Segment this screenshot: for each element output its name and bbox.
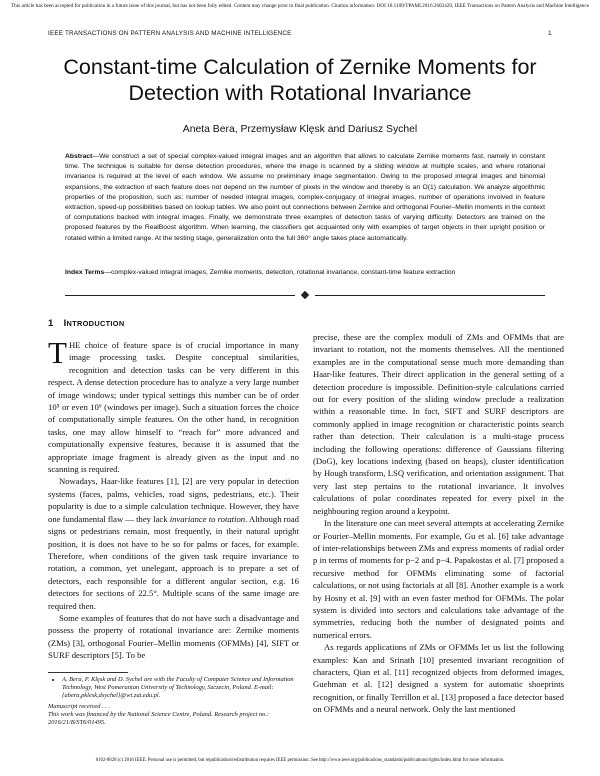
intro-paragraph-2 [48,475,299,611]
footnotes [48,676,299,727]
abstract [65,152,545,244]
section-title-rest: NTRODUCTION [66,319,125,328]
index-terms [65,268,545,278]
intro-paragraph-4: precise, these are the complex moduli of ZMs and OFMMs that are invariant to rotation, not the moments themselves. All the mentioned examples are in the computational sense much more demanding than Haar-like features. Their direct application in the general setting of a detection procedure is impossible. Definition-style calculations carried out for every position of the sliding window preclude a realization within a reasonable time. In fact, SIFT and SURF descriptors are commonly applied in image recognition or characteristic points search rather than detection. Their calculation is a multi-stage process including the following operations: difference of Gaussians filtering (DoG), key locations indexing (based on heaps), cluster identification by Hough transform, LSQ verification, and orientation assignment. That very last step pertains to the rotational invariance. It involves calculations of polar coordinates repeated for every pixel in the neighbouring region around a keypoint. [313,332,564,516]
section-heading [48,318,124,329]
intro-paragraph-2-text-b: . Although road signs or pedestrians remain, most frequently, in their natural upright position, it is does not have to be so for palms or faces, for example. Therefore, when conditions of the given task require invariance to rotation, a common, yet unelegant, approach is to prepare a set of detectors, each responsible for a different angular section, e.g. 16 detectors for sections of 22.5°. Multiple scans of the same image are required then. [48,513,299,611]
manuscript-note: Manuscript received . . . [48,702,111,710]
diamond-icon [301,291,309,299]
divider-line-right [315,295,545,296]
publication-notice: This article has been accepted for publication in a future issue of this journal, but has not been fully edited. Content may change prior to final publication. Citation information: DOI 10.1109/TPAMI.2016.2603429, IEEE Transactions on Pattern Analysis and Machine Intelligence [10,3,590,9]
paper-title: Constant-time Calculation of Zernike Moments for Detection with Rotational Invariance [63,55,537,105]
intro-paragraph-1-text: HE choice of feature space is of crucial importance in many image processing tasks. Despite conceptual similarities, recognition and detection tasks can be very different in this respect. A dense detection procedure has to analyze a very large number of image windows; under typical settings this number can be of order 10⁵ or even 10⁶ (windows per image). Such a situation forces the choice of computationally simple features. On the other hand, in recognition tasks, one may allow himself to “reach for” more advanced and computationally expensive features, because it is assumed that the appropriate image fragment is already given as the input and no scanning is required. [48,340,299,475]
intro-paragraph-2-emphasis: invariance to rotation [169,513,246,524]
index-terms-label: Index Terms [65,269,105,276]
intro-paragraph-2-text-a: Nowadays, Haar-like features [1], [2] are very popular in detection systems (faces, palms, vehicles, road signs, pedestrians, etc.). Their popularity is due to a simple calculation technique. However, they have one fundamental flaw — they lack [48,476,299,524]
author-list: Aneta Bera, Przemysław Klęsk and Dariusz Sychel [182,124,418,135]
abstract-label: Abstract [65,153,93,160]
section-first-letter: I [63,318,67,329]
journal-name: IEEE TRANSACTIONS ON PATTERN ANALYSIS AND MACHINE INTELLIGENCE [48,30,292,37]
right-column [313,331,564,716]
intro-paragraph-3: Some examples of features that do not have such a disadvantage and possess the property of rotational invariance are: Zernike moments (ZMs) [3], orthogonal Fourier–Mellin moments (OFMMs) [4], SIFT or SURF descriptors [5]. To be [48,612,299,661]
section-number: 1 [48,318,54,329]
divider-line-left [65,295,295,296]
intro-paragraph-6: As regards applications of ZMs or OFMMs let us list the following examples: Kan and Srinath [10] presented invariant recognition of characters, Qian et al. [11] recognized objects from deformed images, Guehman et al. [12] designed a system for automatic shoeprints recognition, or finally Terrillon et al. [13] proposed a face detector based on OFMMs and a neural network. Only the last mentioned [313,642,564,715]
intro-paragraph-5: In the literature one can meet several attempts at accelerating Zernike or Fourier–Mellin moments. For example, Gu et al. [6] take advantage of inter-relationships between ZMs and express moments of radial order p in terms of moments for p−2 and p−4. Papakostas et al. [7] proposed a recursive method for OFMMs eliminating some of factorial calculations, or not using factorials at all [8]. Another example is a work by Hosny et al. [9] with an even faster method for OFMMs. The polar system is divided into sectors and calculations take advantage of the symmetries, reducing both the number of designated points and numerical errors. [313,518,564,640]
copyright-notice: 0162-8828 (c) 2016 IEEE. Personal use is permitted, but republication/redistribution requires IEEE permission. See http://www.ieee.org/publications_standards/publications/rights/index.html for more information. [95,758,505,763]
section-divider [65,290,545,300]
footnote-rule [48,672,128,673]
page-number: 1 [548,30,552,37]
index-terms-text: —complex-valued integral images, Zernike moments, detection, rotational invariance, constant-time feature extraction [104,269,456,276]
left-column [48,335,299,662]
funding-note: This work was financed by the National Science Centre, Poland. Research project no.: 2016/21/B/ST6/01495. [48,710,269,727]
intro-paragraph-1 [48,335,299,475]
dropcap: T [48,335,67,370]
affiliation-note: • A. Bera, P. Klęsk and D. Sychel are with the Faculty of Computer Science and Information Technology, West Pomeranian University of Technology, Szczecin, Poland. E-mail: {abera,pklesk,dsychel}@wi.zut.edu.pl. [62,676,299,701]
abstract-text: —We construct a set of special complex-valued integral images and an algorithm that allows to calculate Zernike moments fast, namely in constant time. The technique is suitable for dense detection procedures, where the image is scanned by a sliding window at multiple scales, and where rotational invariance is required at the level of each window. We assume no preliminary image segmentation. Owing to the proposed integral images and binomial expansions, the extraction of each feature does not depend on the number of pixels in the window and thereby is an O(1) calculation. We analyze algorithmic properties of the proposition, such as: number of needed integral images, complex-conjugacy of integral images, number of operations involved in feature extraction, speed-up possibilities based on lookup tables. We also point out connections between Zernike and orthogonal Fourier–Mellin moments in the context of computations backed with integral images. Finally, we demonstrate three examples of detection tasks of varying difficulty. Detectors are trained on the proposed features by the RealBoost algorithm. When learning, the classifiers get acquainted only with examples of target objects in their upright position or rotated within a limited range. At the testing stage, generalization onto the full 360° angle takes place automatically. [65,153,545,242]
